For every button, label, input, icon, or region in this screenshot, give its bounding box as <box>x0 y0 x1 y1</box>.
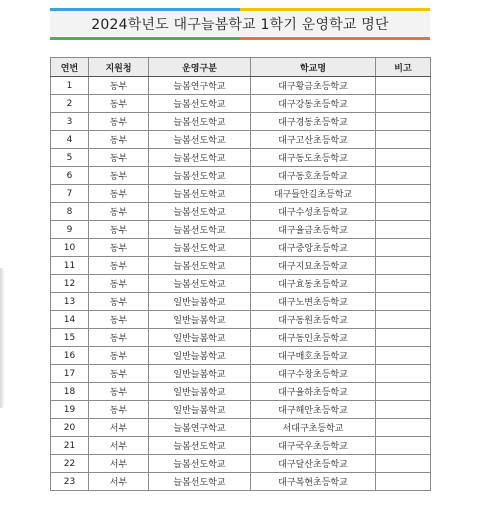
cell-note <box>376 455 431 473</box>
cell-no: 4 <box>51 131 89 149</box>
cell-no: 5 <box>51 149 89 167</box>
cell-school: 대구해안초등학교 <box>251 401 376 419</box>
table-row <box>51 131 431 149</box>
title-top-bar-blue <box>50 8 240 11</box>
cell-office: 동부 <box>89 131 149 149</box>
cell-school: 대구율금초등학교 <box>251 221 376 239</box>
cell-note <box>376 113 431 131</box>
header-no: 연번 <box>51 58 89 77</box>
cell-office: 동부 <box>89 149 149 167</box>
cell-school: 대구황금초등학교 <box>251 77 376 95</box>
cell-office: 서부 <box>89 437 149 455</box>
cell-type: 늘봄선도학교 <box>149 221 251 239</box>
cell-no: 6 <box>51 167 89 185</box>
cell-school: 대구동도초등학교 <box>251 149 376 167</box>
cell-office: 동부 <box>89 329 149 347</box>
cell-type: 늘봄선도학교 <box>149 455 251 473</box>
cell-no: 21 <box>51 437 89 455</box>
cell-school: 대구수성초등학교 <box>251 203 376 221</box>
cell-office: 서부 <box>89 455 149 473</box>
cell-note <box>376 149 431 167</box>
cell-no: 15 <box>51 329 89 347</box>
table-row <box>51 419 431 437</box>
cell-type: 늘봄선도학교 <box>149 185 251 203</box>
table-row <box>51 329 431 347</box>
cell-type: 늘봄선도학교 <box>149 113 251 131</box>
cell-note <box>376 347 431 365</box>
title-top-bar <box>50 8 430 11</box>
table-row <box>51 95 431 113</box>
cell-school: 대구효동초등학교 <box>251 275 376 293</box>
cell-school: 대구동호초등학교 <box>251 167 376 185</box>
table-row <box>51 275 431 293</box>
cell-no: 9 <box>51 221 89 239</box>
cell-note <box>376 185 431 203</box>
cell-school: 대구국우초등학교 <box>251 437 376 455</box>
cell-office: 동부 <box>89 383 149 401</box>
table-row <box>51 203 431 221</box>
cell-no: 13 <box>51 293 89 311</box>
cell-no: 12 <box>51 275 89 293</box>
cell-note <box>376 329 431 347</box>
header-office: 지원청 <box>89 58 149 77</box>
cell-type: 일반늘봄학교 <box>149 347 251 365</box>
cell-no: 14 <box>51 311 89 329</box>
table-row <box>51 77 431 95</box>
cell-type: 늘봄선도학교 <box>149 239 251 257</box>
table-row <box>51 311 431 329</box>
cell-type: 일반늘봄학교 <box>149 365 251 383</box>
cell-type: 늘봄연구학교 <box>149 419 251 437</box>
table-row <box>51 365 431 383</box>
table-body <box>51 77 431 491</box>
table-row <box>51 239 431 257</box>
cell-office: 동부 <box>89 401 149 419</box>
cell-note <box>376 95 431 113</box>
cell-school: 대구수창초등학교 <box>251 365 376 383</box>
cell-no: 19 <box>51 401 89 419</box>
header-note: 비고 <box>376 58 431 77</box>
cell-school: 대구강동초등학교 <box>251 95 376 113</box>
cell-office: 동부 <box>89 77 149 95</box>
cell-office: 동부 <box>89 239 149 257</box>
header-type: 운영구분 <box>149 58 251 77</box>
cell-office: 동부 <box>89 185 149 203</box>
cell-no: 16 <box>51 347 89 365</box>
cell-type: 일반늘봄학교 <box>149 311 251 329</box>
cell-no: 18 <box>51 383 89 401</box>
cell-type: 늘봄연구학교 <box>149 77 251 95</box>
cell-type: 늘봄선도학교 <box>149 437 251 455</box>
cell-office: 동부 <box>89 347 149 365</box>
cell-note <box>376 419 431 437</box>
table-row <box>51 347 431 365</box>
cell-type: 늘봄선도학교 <box>149 257 251 275</box>
cell-note <box>376 275 431 293</box>
table-row <box>51 221 431 239</box>
cell-note <box>376 365 431 383</box>
table-row <box>51 149 431 167</box>
header-school: 학교명 <box>251 58 376 77</box>
table-row <box>51 293 431 311</box>
cell-no: 11 <box>51 257 89 275</box>
cell-school: 대구동인초등학교 <box>251 329 376 347</box>
cell-no: 2 <box>51 95 89 113</box>
cell-type: 늘봄선도학교 <box>149 149 251 167</box>
cell-note <box>376 437 431 455</box>
cell-office: 동부 <box>89 113 149 131</box>
table-row <box>51 113 431 131</box>
table-row <box>51 185 431 203</box>
cell-office: 동부 <box>89 257 149 275</box>
cell-type: 늘봄선도학교 <box>149 473 251 491</box>
cell-no: 20 <box>51 419 89 437</box>
table-header-row <box>51 58 431 77</box>
cell-note <box>376 239 431 257</box>
table-row <box>51 257 431 275</box>
cell-note <box>376 401 431 419</box>
cell-office: 서부 <box>89 419 149 437</box>
title-banner <box>50 8 430 40</box>
cell-office: 동부 <box>89 95 149 113</box>
cell-note <box>376 131 431 149</box>
cell-no: 8 <box>51 203 89 221</box>
cell-school: 대구지묘초등학교 <box>251 257 376 275</box>
cell-office: 동부 <box>89 293 149 311</box>
cell-note <box>376 473 431 491</box>
cell-note <box>376 311 431 329</box>
cell-type: 늘봄선도학교 <box>149 167 251 185</box>
cell-office: 동부 <box>89 311 149 329</box>
cell-office: 동부 <box>89 365 149 383</box>
title-bottom-bar-green <box>50 37 240 40</box>
cell-no: 22 <box>51 455 89 473</box>
cell-type: 늘봄선도학교 <box>149 275 251 293</box>
cell-note <box>376 167 431 185</box>
table-row <box>51 473 431 491</box>
cell-type: 늘봄선도학교 <box>149 131 251 149</box>
cell-school: 대구고산초등학교 <box>251 131 376 149</box>
title-bottom-bar <box>50 37 430 40</box>
cell-type: 일반늘봄학교 <box>149 383 251 401</box>
cell-no: 17 <box>51 365 89 383</box>
cell-office: 동부 <box>89 203 149 221</box>
cell-type: 일반늘봄학교 <box>149 329 251 347</box>
cell-school: 대구경동초등학교 <box>251 113 376 131</box>
cell-note <box>376 257 431 275</box>
left-scroll-edge <box>0 268 4 408</box>
cell-no: 3 <box>51 113 89 131</box>
cell-no: 7 <box>51 185 89 203</box>
cell-type: 늘봄선도학교 <box>149 95 251 113</box>
cell-school: 대구중앙초등학교 <box>251 239 376 257</box>
school-roster-table <box>50 57 431 491</box>
cell-office: 동부 <box>89 221 149 239</box>
table-row <box>51 437 431 455</box>
cell-office: 동부 <box>89 167 149 185</box>
table-row <box>51 167 431 185</box>
title-bottom-bar-orange <box>240 37 430 40</box>
cell-type: 일반늘봄학교 <box>149 401 251 419</box>
cell-school: 대구달산초등학교 <box>251 455 376 473</box>
cell-note <box>376 203 431 221</box>
cell-note <box>376 221 431 239</box>
table-row <box>51 455 431 473</box>
table-row <box>51 401 431 419</box>
cell-school: 대구들안길초등학교 <box>251 185 376 203</box>
cell-school: 대구율하초등학교 <box>251 383 376 401</box>
cell-office: 동부 <box>89 275 149 293</box>
cell-note <box>376 293 431 311</box>
cell-school: 대구노변초등학교 <box>251 293 376 311</box>
document-title: 2024학년도 대구늘봄학교 1학기 운영학교 명단 <box>50 12 430 36</box>
cell-type: 늘봄선도학교 <box>149 203 251 221</box>
cell-note <box>376 383 431 401</box>
cell-school: 서대구초등학교 <box>251 419 376 437</box>
cell-type: 일반늘봄학교 <box>149 293 251 311</box>
cell-no: 23 <box>51 473 89 491</box>
cell-school: 대구복현초등학교 <box>251 473 376 491</box>
cell-office: 서부 <box>89 473 149 491</box>
cell-no: 1 <box>51 77 89 95</box>
cell-school: 대구동원초등학교 <box>251 311 376 329</box>
table-row <box>51 383 431 401</box>
cell-no: 10 <box>51 239 89 257</box>
cell-school: 대구매호초등학교 <box>251 347 376 365</box>
title-top-bar-yellow <box>240 8 430 11</box>
cell-note <box>376 77 431 95</box>
